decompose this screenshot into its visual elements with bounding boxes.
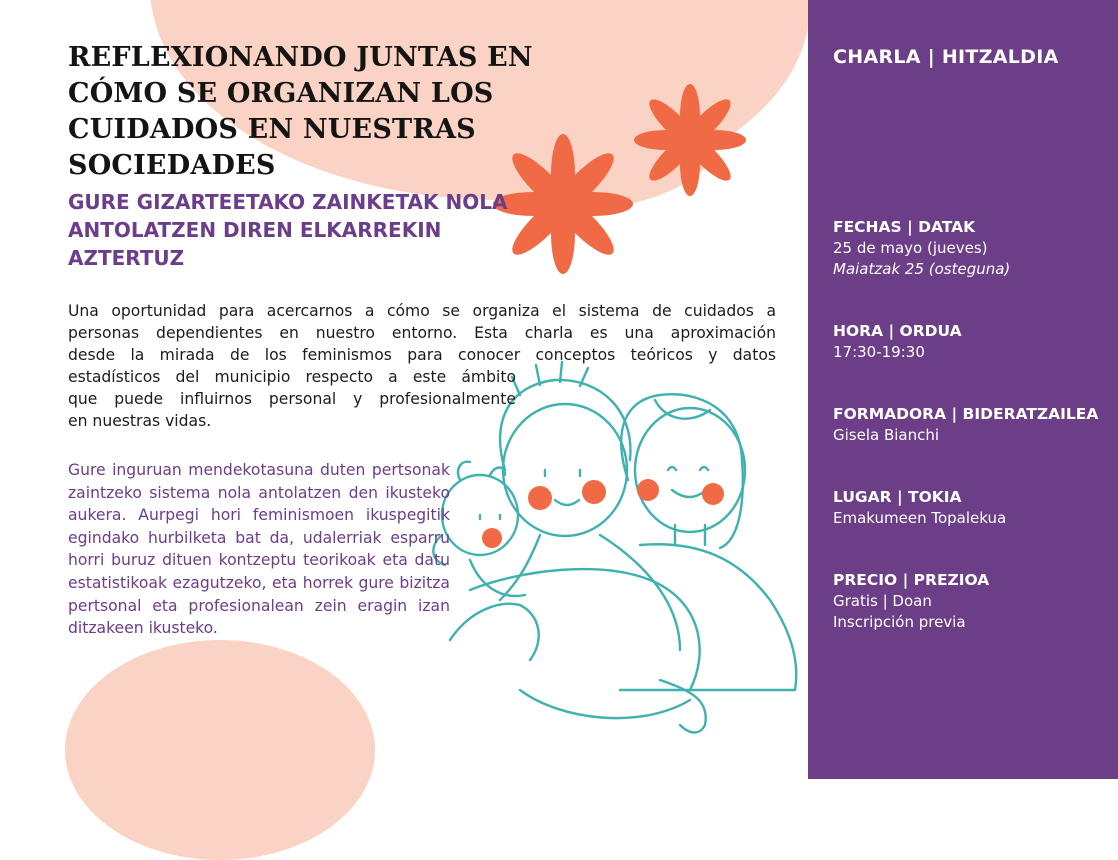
info-lugar — [833, 487, 1113, 529]
page-title: REFLEXIONANDO JUNTAS EN CÓMO SE ORGANIZAN LOS CUIDADOS EN NUESTRAS SOCIEDADES — [68, 42, 533, 181]
info-label: HORA | ORDUA — [833, 322, 962, 340]
info-label: FORMADORA | BIDERATZAILEA — [833, 405, 1099, 423]
description-es-line: desde la mirada de los feminismos para conocer conceptos teóricos y datos — [68, 346, 776, 364]
description-es-line: estadísticos del municipio respecto a este ámbito — [68, 368, 516, 386]
description-es-line: personas dependientes en nuestro entorno. Esta charla es una aproximación — [68, 324, 776, 342]
info-value: Inscripción previa — [833, 613, 966, 631]
description-spanish — [68, 300, 776, 432]
event-info-sidebar — [808, 0, 1118, 779]
page-subtitle: GURE GIZARTEETAKO ZAINKETAK NOLA ANTOLATZEN DIREN ELKARREKIN AZTERTUZ — [68, 190, 508, 270]
info-value: Gisela Bianchi — [833, 426, 940, 444]
info-label: FECHAS | DATAK — [833, 218, 976, 236]
info-hora — [833, 321, 1113, 363]
description-es-line: que puede influirnos personal y profesionalmente — [68, 390, 516, 408]
info-value: 17:30-19:30 — [833, 343, 925, 361]
info-value: Gratis | Doan — [833, 592, 932, 610]
info-value: 25 de mayo (jueves) — [833, 239, 988, 257]
info-fechas — [833, 217, 1113, 280]
info-value: Maiatzak 25 (osteguna) — [833, 260, 1011, 278]
info-precio — [833, 570, 1113, 633]
info-value: Emakumeen Topalekua — [833, 509, 1007, 527]
sidebar-title: CHARLA | HITZALDIA — [833, 46, 1059, 68]
description-es-line: Una oportunidad para acercarnos a cómo se organiza el sistema de cuidados a — [68, 302, 776, 320]
info-label: PRECIO | PREZIOA — [833, 571, 990, 589]
info-formadora — [833, 404, 1113, 446]
description-basque: Gure inguruan mendekotasuna duten pertsonak zaintzeko sistema nola antolatzen den ikusteko aukera. Aurpegi hori feminismoen ikuspegitik egindako hurbilketa bat da, udalerriak esparru horri buruz dituen kontzeptu teorikoak eta datu estatistikoak ezagutzeko, eta horrek gure bizitza pertsonal eta profesionalean zein eragin izan ditzakeen ikusteko. — [68, 461, 450, 638]
info-label: LUGAR | TOKIA — [833, 488, 962, 506]
description-es-line: en nuestras vidas. — [68, 412, 212, 430]
flower-icon-small — [634, 84, 746, 196]
